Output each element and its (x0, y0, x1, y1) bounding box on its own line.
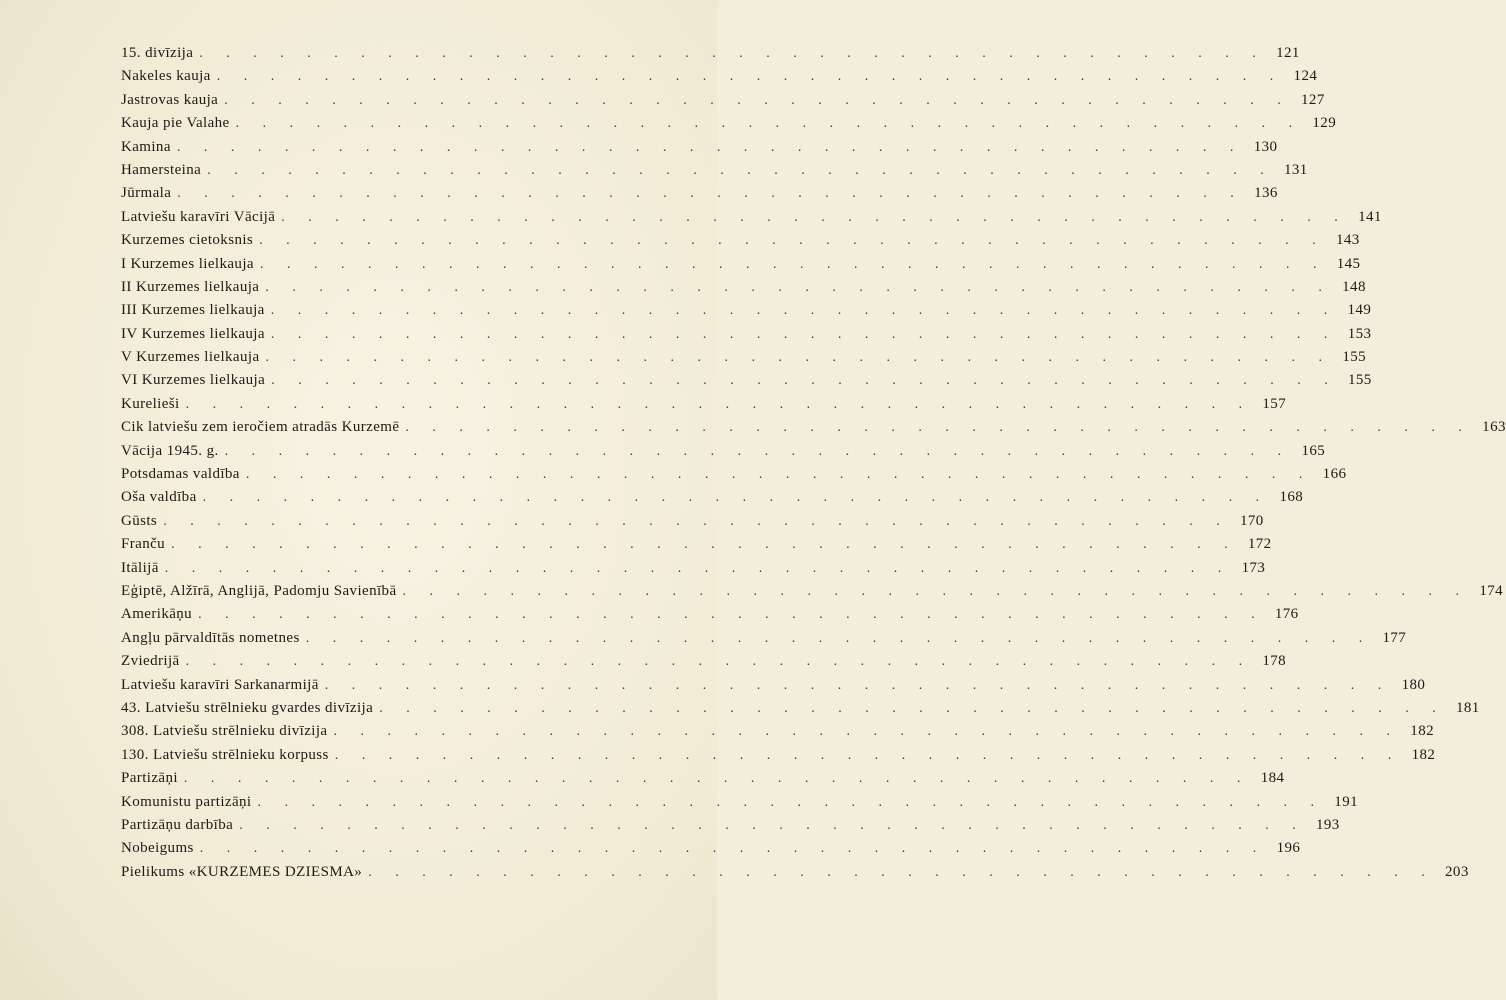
toc-entry-title: Latviešu karavīri Sarkanarmijā (121, 676, 319, 693)
toc-entry-title: Pielikums «KURZEMES DZIESMA» (121, 863, 363, 880)
toc-entry-title: Gūsts (121, 512, 158, 529)
toc-entry-page-number: 143 (1335, 232, 1360, 249)
toc-entry (121, 229, 1360, 252)
dot-leader: . . . . . . . . . . . . . . . . . . . . . . . . . . . . . . . . . . . . . . . . (379, 700, 1446, 716)
dot-leader: . . . . . . . . . . . . . . . . . . . . . . . . . . . . . . . . . . . . . . . . (207, 162, 1274, 178)
toc-entry-page-number: 155 (1342, 349, 1367, 366)
toc-entry-title: II Kurzemes lielkauja (121, 278, 260, 295)
toc-entry (121, 112, 1337, 135)
toc-entry-page-number: 173 (1241, 559, 1266, 576)
dot-leader: . . . . . . . . . . . . . . . . . . . . . . . . . . . . . . . . . . . . . . . . (224, 443, 1292, 459)
toc-entry-title: I Kurzemes lielkauja (121, 255, 254, 272)
toc-entry-page-number: 157 (1262, 395, 1287, 412)
toc-entry-title: 15. divīzija (121, 45, 194, 61)
toc-entry-title: Partizāņi (121, 770, 178, 787)
dot-leader: . . . . . . . . . . . . . . . . . . . . . . . . . . . . . . . . . . . . . . . . (185, 396, 1253, 412)
dot-leader: . . . . . . . . . . . . . . . . . . . . . . . . . . . . . . . . . . . . . . . . (405, 420, 1472, 436)
dot-leader: . . . . . . . . . . . . . . . . . . . . . . . . . . . . . . . . . . . . . . . . (176, 139, 1244, 155)
dot-leader: . . . . . . . . . . . . . . . . . . . . . . . . . . . . . . . . . . . . . . . . (185, 654, 1253, 670)
toc-entry-page-number: 153 (1347, 325, 1372, 342)
toc-entry (121, 557, 1266, 580)
toc-entry-title: V Kurzemes lielkauja (121, 349, 260, 366)
toc-entry (121, 253, 1361, 276)
toc-entry-page-number: 166 (1322, 466, 1347, 483)
toc-entry-page-number: 172 (1247, 536, 1272, 553)
toc-entry (121, 463, 1347, 486)
toc-entry-page-number: 178 (1262, 653, 1287, 670)
toc-entry-page-number: 127 (1301, 91, 1325, 108)
toc-entry-page-number: 149 (1347, 302, 1372, 319)
toc-entry-page-number: 181 (1455, 699, 1480, 716)
toc-entry-title: IV Kurzemes lielkauja (121, 325, 265, 342)
toc-entry (121, 744, 1436, 767)
table-of-contents (121, 42, 1506, 884)
toc-entry-page-number: 145 (1336, 255, 1361, 272)
toc-entry (121, 440, 1326, 463)
toc-entry (121, 299, 1372, 322)
toc-entry-title: Komunistu partizāņi (121, 793, 252, 810)
toc-entry-title: Kurelieši (121, 395, 180, 412)
toc-entry (121, 323, 1372, 346)
toc-entry-title: 130. Latviešu strēlnieku korpuss (121, 746, 329, 763)
dot-leader: . . . . . . . . . . . . . . . . . . . . . . . . . . . . . . . . . . . . . . . . (164, 560, 1232, 576)
toc-entry (121, 767, 1285, 790)
toc-entry (121, 346, 1367, 369)
toc-entry-title: Vācija 1945. g. (121, 442, 219, 459)
dot-leader: . . . . . . . . . . . . . . . . . . . . . . . . . . . . . . . . . . . . . . . . (202, 490, 1270, 506)
toc-entry-title: Partizāņu darbība (121, 816, 234, 833)
toc-entry-page-number: 148 (1342, 278, 1366, 295)
dot-leader: . . . . . . . . . . . . . . . . . . . . . . . . . . . . . . . . . . . . . . . . (324, 677, 1392, 693)
toc-entry (121, 182, 1278, 205)
toc-entry (121, 42, 1300, 65)
dot-leader: . . . . . . . . . . . . . . . . . . . . . . . . . . . . . . . . . . . . . . . . (224, 92, 1291, 108)
toc-entry-page-number: 124 (1293, 68, 1318, 85)
toc-entry (121, 533, 1272, 556)
dot-leader: . . . . . . . . . . . . . . . . . . . . . . . . . . . . . . . . . . . . . . . . (198, 607, 1265, 623)
toc-entry (121, 416, 1506, 439)
dot-leader: . . . . . . . . . . . . . . . . . . . . . . . . . . . . . . . . . . . . . . . . (368, 864, 1435, 880)
toc-entry-title: Latviešu karavīri Vācijā (121, 208, 276, 225)
toc-entry-title: Cik latviešu zem ieročiem atradās Kurzemē (121, 419, 400, 436)
toc-entry-page-number: 196 (1276, 840, 1301, 857)
toc-entry-title: Kamina (121, 138, 171, 155)
toc-entry-title: Amerikāņu (121, 606, 193, 623)
dot-leader: . . . . . . . . . . . . . . . . . . . . . . . . . . . . . . . . . . . . . . . . (235, 116, 1303, 132)
toc-entry-title: Kurzemes cietoksnis (121, 232, 254, 249)
toc-entry (121, 861, 1469, 884)
toc-entry-title: Hamersteina (121, 161, 202, 178)
dot-leader: . . . . . . . . . . . . . . . . . . . . . . . . . . . . . . . . . . . . . . . . (245, 467, 1313, 483)
toc-entry-page-number: 203 (1445, 863, 1469, 880)
toc-entry-title: Eģiptē, Alžīrā, Anglijā, Padomju Savienībā (121, 582, 397, 599)
toc-entry-title: Angļu pārvaldītās nometnes (121, 629, 300, 646)
dot-leader: . . . . . . . . . . . . . . . . . . . . . . . . . . . . . . . . . . . . . . . . (265, 350, 1333, 366)
dot-leader: . . . . . . . . . . . . . . . . . . . . . . . . . . . . . . . . . . . . . . . . (259, 256, 1327, 272)
toc-entry-page-number: 168 (1279, 489, 1304, 506)
toc-entry (121, 486, 1304, 509)
toc-entry (121, 89, 1325, 112)
dot-leader: . . . . . . . . . . . . . . . . . . . . . . . . . . . . . . . . . . . . . . . . (216, 69, 1284, 85)
toc-entry (121, 697, 1480, 720)
toc-entry (121, 136, 1278, 159)
dot-leader: . . . . . . . . . . . . . . . . . . . . . . . . . . . . . . . . . . . . . . . . (265, 279, 1332, 295)
dot-leader: . . . . . . . . . . . . . . . . . . . . . . . . . . . . . . . . . . . . . . . . (183, 771, 1251, 787)
dot-leader: . . . . . . . . . . . . . . . . . . . . . . . . . . . . . . . . . . . . . . . . (271, 373, 1338, 389)
dot-leader: . . . . . . . . . . . . . . . . . . . . . . . . . . . . . . . . . . . . . . . . (171, 537, 1238, 553)
toc-entry-page-number: 129 (1312, 115, 1337, 132)
toc-entry-title: Franču (121, 536, 166, 553)
toc-entry-page-number: 163 (1482, 419, 1506, 436)
toc-entry-title: Potsdamas valdība (121, 466, 240, 483)
toc-entry (121, 627, 1407, 650)
toc-entry-title: Oša valdība (121, 489, 197, 506)
dot-leader: . . . . . . . . . . . . . . . . . . . . . . . . . . . . . . . . . . . . . . . . (239, 817, 1306, 833)
dot-leader: . . . . . . . . . . . . . . . . . . . . . . . . . . . . . . . . . . . . . . . . (270, 303, 1338, 319)
toc-entry-title: VI Kurzemes lielkauja (121, 372, 266, 389)
toc-entry-page-number: 131 (1284, 161, 1308, 178)
toc-entry-page-number: 165 (1301, 442, 1326, 459)
toc-entry-page-number: 177 (1382, 629, 1407, 646)
dot-leader: . . . . . . . . . . . . . . . . . . . . . . . . . . . . . . . . . . . . . . . . (334, 747, 1402, 763)
toc-entry-page-number: 184 (1260, 770, 1285, 787)
dot-leader: . . . . . . . . . . . . . . . . . . . . . . . . . . . . . . . . . . . . . . . . (333, 724, 1400, 740)
dot-leader: . . . . . . . . . . . . . . . . . . . . . . . . . . . . . . . . . . . . . . . . (257, 794, 1324, 810)
toc-entry-page-number: 170 (1239, 512, 1264, 529)
toc-entry-title: Jastrovas kauja (121, 91, 219, 108)
toc-entry (121, 674, 1426, 697)
toc-entry (121, 510, 1264, 533)
toc-entry (121, 369, 1372, 392)
dot-leader: . . . . . . . . . . . . . . . . . . . . . . . . . . . . . . . . . . . . . . . . (177, 186, 1244, 202)
toc-entry (121, 65, 1318, 88)
toc-entry-page-number: 176 (1274, 606, 1299, 623)
toc-entry-title: 308. Latviešu strēlnieku divīzija (121, 723, 328, 740)
toc-entry (121, 720, 1434, 743)
dot-leader: . . . . . . . . . . . . . . . . . . . . . . . . . . . . . . . . . . . . . . . . (259, 233, 1326, 249)
dot-leader: . . . . . . . . . . . . . . . . . . . . . . . . . . . . . . . . . . . . . . . . (305, 630, 1373, 646)
toc-entry-page-number: 155 (1347, 372, 1372, 389)
dot-leader: . . . . . . . . . . . . . . . . . . . . . . . . . . . . . . . . . . . . . . . . (163, 513, 1230, 529)
toc-entry (121, 791, 1358, 814)
toc-entry-title: Nakeles kauja (121, 68, 211, 85)
toc-entry-title: III Kurzemes lielkauja (121, 302, 265, 319)
dot-leader: . . . . . . . . . . . . . . . . . . . . . . . . . . . . . . . . . . . . . . . . (402, 583, 1470, 599)
dot-leader: . . . . . . . . . . . . . . . . . . . . . . . . . . . . . . . . . . . . . . . . (199, 841, 1267, 857)
toc-entry (121, 580, 1504, 603)
toc-entry-title: Kauja pie Valahe (121, 115, 230, 132)
toc-entry (121, 159, 1308, 182)
toc-entry-title: 43. Latviešu strēlnieku gvardes divīzija (121, 699, 374, 716)
toc-entry-title: Itālijā (121, 559, 159, 576)
toc-entry-page-number: 182 (1410, 723, 1434, 740)
dot-leader: . . . . . . . . . . . . . . . . . . . . . . . . . . . . . . . . . . . . . . . . (281, 209, 1348, 225)
toc-entry-page-number: 193 (1315, 816, 1340, 833)
dot-leader: . . . . . . . . . . . . . . . . . . . . . . . . . . . . . . . . . . . . . . . . (270, 326, 1338, 342)
toc-entry-page-number: 130 (1253, 138, 1278, 155)
toc-entry-page-number: 121 (1276, 45, 1300, 61)
toc-entry-page-number: 136 (1254, 185, 1278, 202)
toc-entry-page-number: 182 (1411, 746, 1436, 763)
toc-entry-title: Nobeigums (121, 840, 194, 857)
toc-entry-page-number: 174 (1479, 582, 1504, 599)
toc-entry (121, 814, 1340, 837)
toc-entry (121, 650, 1287, 673)
toc-entry-page-number: 191 (1334, 793, 1358, 810)
toc-entry (121, 206, 1382, 229)
toc-entry-page-number: 180 (1401, 676, 1426, 693)
toc-entry (121, 603, 1299, 626)
toc-entry-page-number: 141 (1358, 208, 1382, 225)
toc-entry (121, 276, 1366, 299)
toc-entry-title: Zviedrijā (121, 653, 180, 670)
toc-entry (121, 393, 1287, 416)
toc-entry (121, 837, 1301, 860)
dot-leader: . . . . . . . . . . . . . . . . . . . . . . . . . . . . . . . . . . . . . . . . (199, 46, 1266, 61)
toc-entry-title: Jūrmala (121, 185, 172, 202)
